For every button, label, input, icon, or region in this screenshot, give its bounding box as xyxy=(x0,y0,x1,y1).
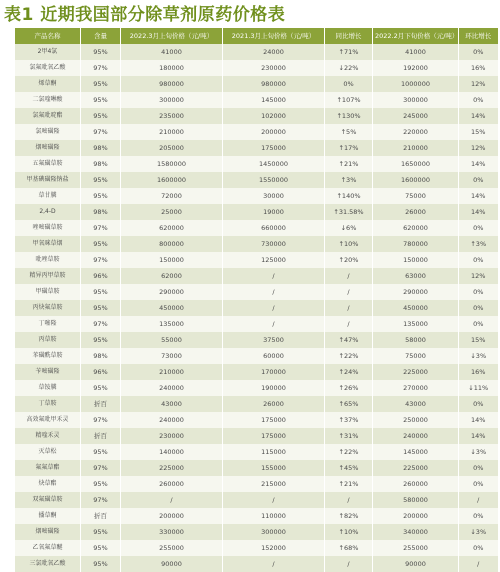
cell-yoy-growth: ↑20% xyxy=(325,252,373,268)
table-row xyxy=(15,252,498,268)
cell-mom-growth: 0% xyxy=(459,508,498,524)
cell-price-2022-mar: 620000 xyxy=(121,220,223,236)
table-row xyxy=(15,364,498,380)
cell-yoy-growth: ↑21% xyxy=(325,476,373,492)
cell-product-name: 苄嘧磺隆 xyxy=(15,364,81,380)
cell-yoy-growth: / xyxy=(325,316,373,332)
table-row xyxy=(15,300,498,316)
cell-content: 97% xyxy=(81,492,121,508)
table-row xyxy=(15,76,498,92)
cell-mom-growth: 16% xyxy=(459,364,498,380)
cell-mom-growth: 14% xyxy=(459,108,498,124)
cell-content: 95% xyxy=(81,92,121,108)
cell-yoy-growth: ↑31% xyxy=(325,428,373,444)
cell-content: 95% xyxy=(81,44,121,60)
cell-price-2021-mar: 175000 xyxy=(223,140,325,156)
cell-price-2022-mar: 240000 xyxy=(121,380,223,396)
cell-price-2021-mar: 30000 xyxy=(223,188,325,204)
cell-content: 折百 xyxy=(81,396,121,412)
cell-mom-growth: ↑3% xyxy=(459,236,498,252)
table-row xyxy=(15,108,498,124)
cell-price-2022-mar: 200000 xyxy=(121,508,223,524)
cell-product-name: 甲基碘磺隆钠盐 xyxy=(15,172,81,188)
cell-product-name: 烟嘧磺隆 xyxy=(15,524,81,540)
cell-price-2021-mar: 60000 xyxy=(223,348,325,364)
cell-price-2022-mar: 330000 xyxy=(121,524,223,540)
cell-product-name: 氯氟吡啶酯 xyxy=(15,108,81,124)
cell-price-2021-mar: 1550000 xyxy=(223,172,325,188)
cell-price-2022-feb: 300000 xyxy=(373,92,459,108)
cell-price-2021-mar: 145000 xyxy=(223,92,325,108)
cell-price-2022-feb: 580000 xyxy=(373,492,459,508)
table-row xyxy=(15,524,498,540)
cell-yoy-growth: ↑107% xyxy=(325,92,373,108)
cell-price-2022-feb: 255000 xyxy=(373,540,459,556)
col-header-yoy: 同比增长 xyxy=(325,28,373,44)
cell-price-2022-feb: 220000 xyxy=(373,124,459,140)
cell-product-name: 甲氧咪草烟 xyxy=(15,236,81,252)
cell-price-2021-mar: 24000 xyxy=(223,44,325,60)
cell-product-name: 草铵膦 xyxy=(15,380,81,396)
cell-mom-growth: ↓3% xyxy=(459,444,498,460)
cell-price-2022-mar: 980000 xyxy=(121,76,223,92)
cell-price-2022-feb: 1600000 xyxy=(373,172,459,188)
cell-product-name: 双氟磺草胺 xyxy=(15,492,81,508)
cell-price-2022-mar: 800000 xyxy=(121,236,223,252)
cell-yoy-growth: ↑37% xyxy=(325,412,373,428)
cell-content: 97% xyxy=(81,220,121,236)
cell-price-2022-feb: 210000 xyxy=(373,140,459,156)
cell-mom-growth: 15% xyxy=(459,332,498,348)
cell-mom-growth: ↓3% xyxy=(459,524,498,540)
cell-price-2022-mar: 25000 xyxy=(121,204,223,220)
col-header-price-2022-feb: 2022.2月下旬价格（元/吨） xyxy=(373,28,459,44)
cell-mom-growth: 0% xyxy=(459,284,498,300)
cell-mom-growth: 15% xyxy=(459,124,498,140)
cell-price-2022-feb: 450000 xyxy=(373,300,459,316)
cell-price-2022-feb: 270000 xyxy=(373,380,459,396)
cell-price-2022-feb: 260000 xyxy=(373,476,459,492)
cell-mom-growth: / xyxy=(459,556,498,572)
cell-product-name: 高效氟吡甲禾灵 xyxy=(15,412,81,428)
cell-product-name: 烯草酮 xyxy=(15,76,81,92)
cell-price-2021-mar: / xyxy=(223,492,325,508)
cell-price-2022-feb: 75000 xyxy=(373,348,459,364)
cell-price-2022-mar: 72000 xyxy=(121,188,223,204)
cell-mom-growth: 14% xyxy=(459,204,498,220)
cell-content: 95% xyxy=(81,76,121,92)
cell-price-2022-mar: 450000 xyxy=(121,300,223,316)
cell-mom-growth: 14% xyxy=(459,428,498,444)
table-row xyxy=(15,348,498,364)
cell-price-2022-mar: 150000 xyxy=(121,252,223,268)
cell-price-2021-mar: 110000 xyxy=(223,508,325,524)
cell-content: 96% xyxy=(81,268,121,284)
table-row xyxy=(15,428,498,444)
cell-price-2022-feb: 200000 xyxy=(373,508,459,524)
cell-price-2021-mar: / xyxy=(223,284,325,300)
cell-product-name: 2,4-D xyxy=(15,204,81,220)
cell-price-2022-feb: 225000 xyxy=(373,460,459,476)
cell-price-2021-mar: 1450000 xyxy=(223,156,325,172)
cell-price-2022-feb: 340000 xyxy=(373,524,459,540)
cell-mom-growth: 12% xyxy=(459,140,498,156)
cell-content: 95% xyxy=(81,444,121,460)
cell-content: 95% xyxy=(81,300,121,316)
cell-product-name: 苯磺酰草胺 xyxy=(15,348,81,364)
cell-content: 96% xyxy=(81,364,121,380)
cell-content: 95% xyxy=(81,188,121,204)
cell-price-2021-mar: / xyxy=(223,300,325,316)
cell-price-2022-feb: 41000 xyxy=(373,44,459,60)
cell-price-2021-mar: 37500 xyxy=(223,332,325,348)
cell-price-2022-mar: 210000 xyxy=(121,364,223,380)
cell-yoy-growth: ↑82% xyxy=(325,508,373,524)
table-row xyxy=(15,284,498,300)
cell-price-2022-mar: 41000 xyxy=(121,44,223,60)
cell-mom-growth: / xyxy=(459,492,498,508)
cell-mom-growth: 0% xyxy=(459,540,498,556)
cell-price-2022-mar: 205000 xyxy=(121,140,223,156)
cell-product-name: 草甘膦 xyxy=(15,188,81,204)
cell-product-name: 吡唑草胺 xyxy=(15,252,81,268)
cell-product-name: 丁噻隆 xyxy=(15,316,81,332)
cell-price-2022-feb: 58000 xyxy=(373,332,459,348)
cell-price-2022-mar: 73000 xyxy=(121,348,223,364)
cell-yoy-growth: ↑130% xyxy=(325,108,373,124)
cell-price-2021-mar: 660000 xyxy=(223,220,325,236)
cell-price-2022-feb: 192000 xyxy=(373,60,459,76)
table-title: 表1 近期我国部分除草剂原药价格表 xyxy=(4,5,286,25)
cell-content: 97% xyxy=(81,316,121,332)
cell-yoy-growth: ↑5% xyxy=(325,124,373,140)
cell-content: 95% xyxy=(81,524,121,540)
cell-yoy-growth: ↑71% xyxy=(325,44,373,60)
cell-price-2022-feb: 90000 xyxy=(373,556,459,572)
table-row xyxy=(15,140,498,156)
cell-product-name: 氯嘧磺隆 xyxy=(15,124,81,140)
cell-product-name: 丙炔氟草胺 xyxy=(15,300,81,316)
cell-mom-growth: 0% xyxy=(459,172,498,188)
cell-yoy-growth: / xyxy=(325,300,373,316)
cell-product-name: 精喹禾灵 xyxy=(15,428,81,444)
cell-price-2022-mar: 240000 xyxy=(121,412,223,428)
cell-price-2022-mar: 225000 xyxy=(121,460,223,476)
cell-product-name: 氟氟草酯 xyxy=(15,460,81,476)
cell-mom-growth: 12% xyxy=(459,76,498,92)
cell-yoy-growth: ↑68% xyxy=(325,540,373,556)
table-header-row xyxy=(15,28,498,44)
cell-content: 95% xyxy=(81,476,121,492)
cell-price-2022-feb: 26000 xyxy=(373,204,459,220)
table-row xyxy=(15,540,498,556)
cell-price-2022-mar: 260000 xyxy=(121,476,223,492)
col-header-mom: 环比增长 xyxy=(459,28,498,44)
col-header-price-2021-mar: 2021.3月上旬价格（元/吨） xyxy=(223,28,325,44)
cell-price-2022-mar: 300000 xyxy=(121,92,223,108)
cell-price-2022-feb: 63000 xyxy=(373,268,459,284)
cell-price-2022-mar: 180000 xyxy=(121,60,223,76)
table-row xyxy=(15,508,498,524)
cell-price-2022-feb: 75000 xyxy=(373,188,459,204)
table-row xyxy=(15,380,498,396)
cell-content: 98% xyxy=(81,348,121,364)
cell-content: 折百 xyxy=(81,428,121,444)
cell-mom-growth: ↓3% xyxy=(459,348,498,364)
cell-yoy-growth: ↓6% xyxy=(325,220,373,236)
cell-price-2021-mar: 215000 xyxy=(223,476,325,492)
table-row xyxy=(15,492,498,508)
cell-price-2022-mar: 235000 xyxy=(121,108,223,124)
col-header-price-2022-mar: 2022.3月上旬价格（元/吨） xyxy=(121,28,223,44)
cell-content: 折百 xyxy=(81,508,121,524)
cell-price-2022-feb: 250000 xyxy=(373,412,459,428)
cell-yoy-growth: ↑10% xyxy=(325,524,373,540)
cell-price-2022-mar: / xyxy=(121,492,223,508)
cell-product-name: 丙草胺 xyxy=(15,332,81,348)
cell-yoy-growth: ↑31.58% xyxy=(325,204,373,220)
table-row xyxy=(15,60,498,76)
cell-price-2021-mar: 115000 xyxy=(223,444,325,460)
cell-yoy-growth: ↑21% xyxy=(325,156,373,172)
cell-price-2021-mar: 190000 xyxy=(223,380,325,396)
table-row xyxy=(15,412,498,428)
cell-mom-growth: 16% xyxy=(459,60,498,76)
cell-mom-growth: 0% xyxy=(459,476,498,492)
cell-yoy-growth: / xyxy=(325,492,373,508)
cell-price-2021-mar: 26000 xyxy=(223,396,325,412)
cell-price-2022-feb: 620000 xyxy=(373,220,459,236)
cell-price-2022-feb: 1000000 xyxy=(373,76,459,92)
cell-mom-growth: 0% xyxy=(459,300,498,316)
cell-content: 97% xyxy=(81,60,121,76)
cell-yoy-growth: ↓22% xyxy=(325,60,373,76)
cell-product-name: 三氯吡氧乙酸 xyxy=(15,556,81,572)
cell-price-2021-mar: 980000 xyxy=(223,76,325,92)
table-row xyxy=(15,220,498,236)
cell-price-2022-feb: 245000 xyxy=(373,108,459,124)
cell-yoy-growth: ↑45% xyxy=(325,460,373,476)
cell-price-2021-mar: 730000 xyxy=(223,236,325,252)
cell-yoy-growth: / xyxy=(325,556,373,572)
cell-content: 98% xyxy=(81,204,121,220)
cell-product-name: 烟嘧磺隆 xyxy=(15,140,81,156)
cell-price-2022-mar: 43000 xyxy=(121,396,223,412)
cell-mom-growth: 12% xyxy=(459,268,498,284)
cell-mom-growth: 14% xyxy=(459,188,498,204)
cell-content: 95% xyxy=(81,236,121,252)
col-header-content: 含量 xyxy=(81,28,121,44)
cell-mom-growth: 0% xyxy=(459,220,498,236)
cell-yoy-growth: ↑47% xyxy=(325,332,373,348)
cell-price-2022-mar: 55000 xyxy=(121,332,223,348)
cell-price-2021-mar: / xyxy=(223,316,325,332)
cell-mom-growth: 14% xyxy=(459,412,498,428)
cell-price-2022-mar: 62000 xyxy=(121,268,223,284)
cell-yoy-growth: ↑3% xyxy=(325,172,373,188)
cell-yoy-growth: / xyxy=(325,268,373,284)
cell-price-2022-mar: 1580000 xyxy=(121,156,223,172)
cell-mom-growth: 0% xyxy=(459,316,498,332)
cell-price-2021-mar: 175000 xyxy=(223,412,325,428)
cell-price-2021-mar: 125000 xyxy=(223,252,325,268)
cell-product-name: 丁草胺 xyxy=(15,396,81,412)
cell-price-2022-feb: 1650000 xyxy=(373,156,459,172)
table-row xyxy=(15,556,498,572)
table-row xyxy=(15,316,498,332)
cell-product-name: 播草酮 xyxy=(15,508,81,524)
cell-price-2021-mar: 152000 xyxy=(223,540,325,556)
cell-content: 97% xyxy=(81,460,121,476)
cell-yoy-growth: ↑10% xyxy=(325,236,373,252)
cell-product-name: 氯氟吡氧乙酸 xyxy=(15,60,81,76)
cell-content: 95% xyxy=(81,332,121,348)
cell-price-2022-mar: 210000 xyxy=(121,124,223,140)
table-row xyxy=(15,460,498,476)
cell-yoy-growth: ↑26% xyxy=(325,380,373,396)
cell-price-2021-mar: 170000 xyxy=(223,364,325,380)
cell-price-2021-mar: 200000 xyxy=(223,124,325,140)
cell-yoy-growth: 0% xyxy=(325,76,373,92)
cell-product-name: 五氟磺草胺 xyxy=(15,156,81,172)
cell-content: 95% xyxy=(81,556,121,572)
cell-price-2022-mar: 230000 xyxy=(121,428,223,444)
table-row xyxy=(15,396,498,412)
cell-price-2022-mar: 90000 xyxy=(121,556,223,572)
cell-price-2022-feb: 240000 xyxy=(373,428,459,444)
cell-content: 95% xyxy=(81,108,121,124)
cell-price-2021-mar: 175000 xyxy=(223,428,325,444)
cell-yoy-growth: ↑140% xyxy=(325,188,373,204)
cell-yoy-growth: / xyxy=(325,284,373,300)
cell-product-name: 灭草松 xyxy=(15,444,81,460)
cell-product-name: 唑嘧磺草胺 xyxy=(15,220,81,236)
col-header-product: 产品名称 xyxy=(15,28,81,44)
price-table xyxy=(14,28,498,572)
cell-price-2021-mar: 19000 xyxy=(223,204,325,220)
cell-mom-growth: ↓11% xyxy=(459,380,498,396)
cell-price-2022-mar: 290000 xyxy=(121,284,223,300)
table-row xyxy=(15,44,498,60)
cell-product-name: 甲磺草胺 xyxy=(15,284,81,300)
cell-yoy-growth: ↑22% xyxy=(325,444,373,460)
cell-price-2022-mar: 1600000 xyxy=(121,172,223,188)
cell-price-2022-feb: 150000 xyxy=(373,252,459,268)
cell-price-2021-mar: 102000 xyxy=(223,108,325,124)
cell-price-2022-mar: 255000 xyxy=(121,540,223,556)
cell-mom-growth: 0% xyxy=(459,252,498,268)
cell-mom-growth: 0% xyxy=(459,92,498,108)
cell-content: 95% xyxy=(81,172,121,188)
cell-price-2022-feb: 780000 xyxy=(373,236,459,252)
cell-content: 95% xyxy=(81,284,121,300)
cell-price-2022-mar: 140000 xyxy=(121,444,223,460)
cell-price-2022-feb: 225000 xyxy=(373,364,459,380)
cell-product-name: 精异丙甲草胺 xyxy=(15,268,81,284)
cell-product-name: 二氯喹啉酸 xyxy=(15,92,81,108)
table-row xyxy=(15,476,498,492)
cell-price-2021-mar: 300000 xyxy=(223,524,325,540)
cell-price-2022-feb: 145000 xyxy=(373,444,459,460)
cell-mom-growth: 0% xyxy=(459,460,498,476)
cell-content: 97% xyxy=(81,124,121,140)
cell-price-2021-mar: 155000 xyxy=(223,460,325,476)
cell-product-name: 炔草酯 xyxy=(15,476,81,492)
cell-price-2021-mar: / xyxy=(223,268,325,284)
table-row xyxy=(15,92,498,108)
cell-content: 97% xyxy=(81,252,121,268)
cell-price-2022-feb: 43000 xyxy=(373,396,459,412)
table-row xyxy=(15,156,498,172)
cell-product-name: 2甲4氯 xyxy=(15,44,81,60)
table-row xyxy=(15,172,498,188)
cell-mom-growth: 14% xyxy=(459,156,498,172)
table-row xyxy=(15,204,498,220)
cell-mom-growth: 0% xyxy=(459,396,498,412)
cell-price-2021-mar: / xyxy=(223,556,325,572)
table-row xyxy=(15,444,498,460)
cell-yoy-growth: ↑22% xyxy=(325,348,373,364)
cell-content: 97% xyxy=(81,412,121,428)
cell-yoy-growth: ↑24% xyxy=(325,364,373,380)
cell-mom-growth: 0% xyxy=(459,44,498,60)
table-row xyxy=(15,236,498,252)
cell-price-2022-mar: 135000 xyxy=(121,316,223,332)
cell-yoy-growth: ↑17% xyxy=(325,140,373,156)
cell-price-2022-feb: 135000 xyxy=(373,316,459,332)
table-row xyxy=(15,268,498,284)
table-row xyxy=(15,188,498,204)
cell-product-name: 乙氧氟草醚 xyxy=(15,540,81,556)
cell-content: 95% xyxy=(81,380,121,396)
table-row xyxy=(15,124,498,140)
table-row xyxy=(15,332,498,348)
cell-content: 95% xyxy=(81,540,121,556)
cell-content: 98% xyxy=(81,156,121,172)
table-body xyxy=(15,44,498,572)
cell-price-2022-feb: 290000 xyxy=(373,284,459,300)
cell-price-2021-mar: 230000 xyxy=(223,60,325,76)
cell-content: 98% xyxy=(81,140,121,156)
cell-yoy-growth: ↑65% xyxy=(325,396,373,412)
